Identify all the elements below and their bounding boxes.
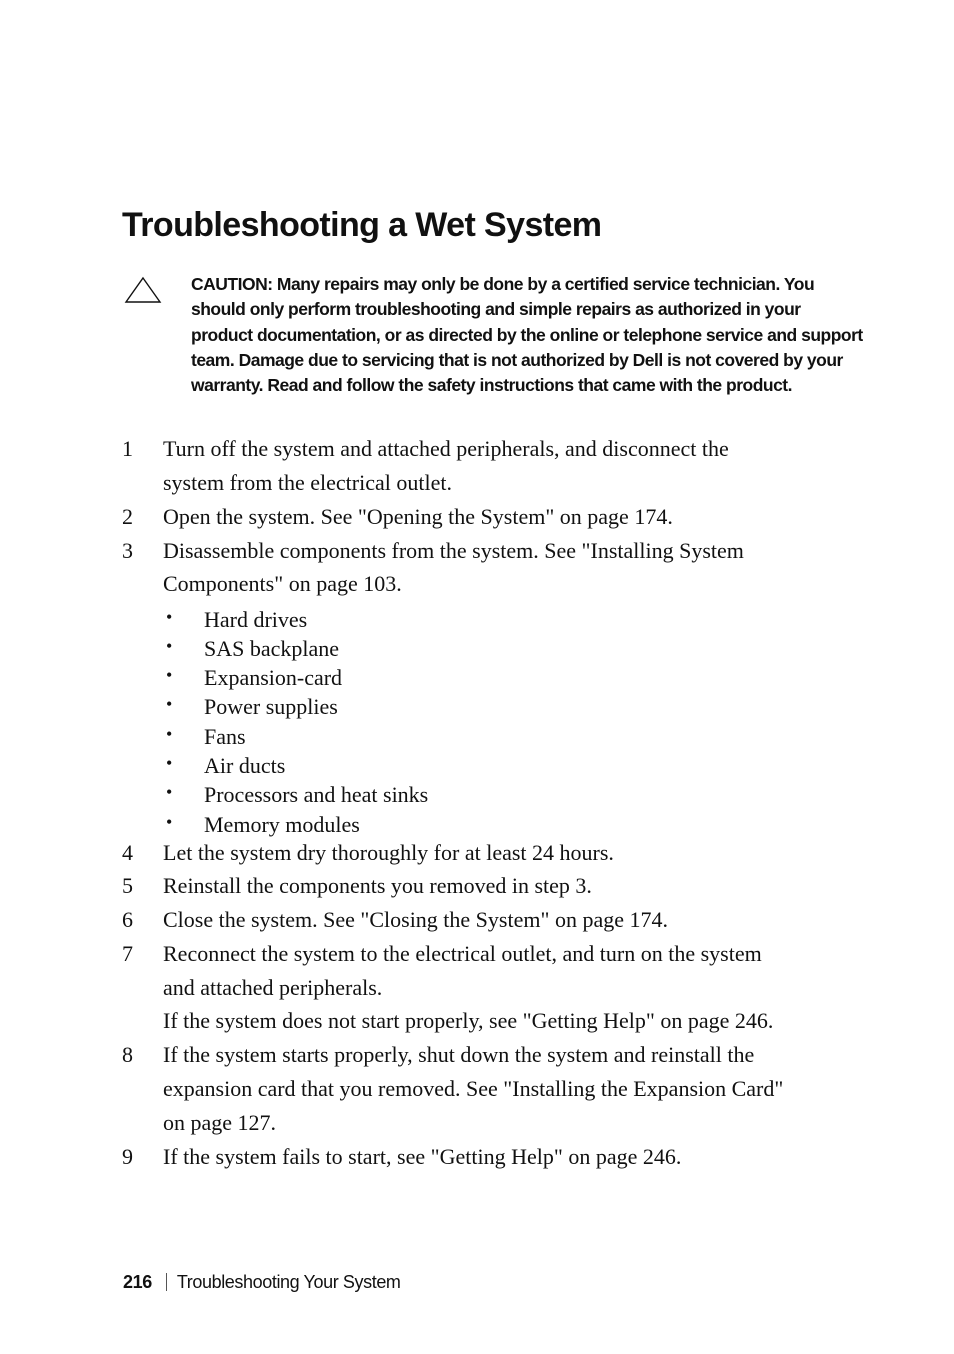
step-text: Reconnect the system to the electrical outlet, and turn on the system [163,941,762,966]
step-text: If the system fails to start, see "Getting Help" on page 246. [163,1144,682,1169]
step-number: 4 [122,840,133,865]
step-text: Close the system. See "Closing the System" on page 174. [163,907,668,932]
step-text: If the system starts properly, shut down the system and reinstall the [163,1042,755,1067]
bullet-icon: • [166,812,173,832]
list-item-text: Hard drives [204,607,308,632]
bullet-icon: • [166,636,173,656]
step-text: and attached peripherals. [163,975,383,1000]
bullet-icon: • [166,665,173,685]
step-number: 8 [122,1042,133,1067]
footer-divider [166,1273,167,1291]
caution-notice: CAUTION: Many repairs may only be done by a certified service technician. You should only perform troubleshooting and simple repairs as authorized in your product documentation, or as directed by the online or telephone service and support team. Damage due to servicing that is not authorized by Dell is not covered by your warranty. Read and follow the safety instructions that came with the product. [191,274,863,396]
list-item-text: Power supplies [204,694,338,719]
step-number: 2 [122,504,133,529]
bullet-icon: • [166,724,173,744]
list-item-text: Processors and heat sinks [204,782,429,807]
step-text: Components" on page 103. [163,571,402,596]
page-title: Troubleshooting a Wet System [122,206,602,244]
step-number: 9 [122,1144,133,1169]
page-number: 216 [123,1272,152,1292]
step-number: 5 [122,873,133,898]
step-number: 6 [122,907,133,932]
warning-triangle-icon [124,276,162,304]
chapter-title: Troubleshooting Your System [176,1272,401,1292]
step-text: Let the system dry thoroughly for at least 24 hours. [163,840,614,865]
page-footer [123,1272,401,1293]
list-item-text: SAS backplane [204,636,340,661]
step-text: Reinstall the components you removed in step 3. [163,873,592,898]
step-text: system from the electrical outlet. [163,470,452,495]
step-text: expansion card that you removed. See "Installing the Expansion Card" [163,1076,784,1101]
step-text: on page 127. [163,1110,277,1135]
bullet-icon: • [166,782,173,802]
list-item-text: Memory modules [204,812,360,837]
bullet-icon: • [166,753,173,773]
step-number: 7 [122,941,133,966]
step-text: If the system does not start properly, see "Getting Help" on page 246. [163,1008,774,1033]
step-text: Open the system. See "Opening the System" on page 174. [163,504,673,529]
bullet-icon: • [166,694,173,714]
step-text: Disassemble components from the system. See "Installing System [163,538,744,563]
bullet-icon: • [166,607,173,627]
step-text: Turn off the system and attached peripherals, and disconnect the [163,436,729,461]
list-item-text: Air ducts [204,753,286,778]
list-item-text: Expansion-card [204,665,343,690]
step-number: 1 [122,436,133,461]
step-number: 3 [122,538,133,563]
list-item-text: Fans [204,724,246,749]
